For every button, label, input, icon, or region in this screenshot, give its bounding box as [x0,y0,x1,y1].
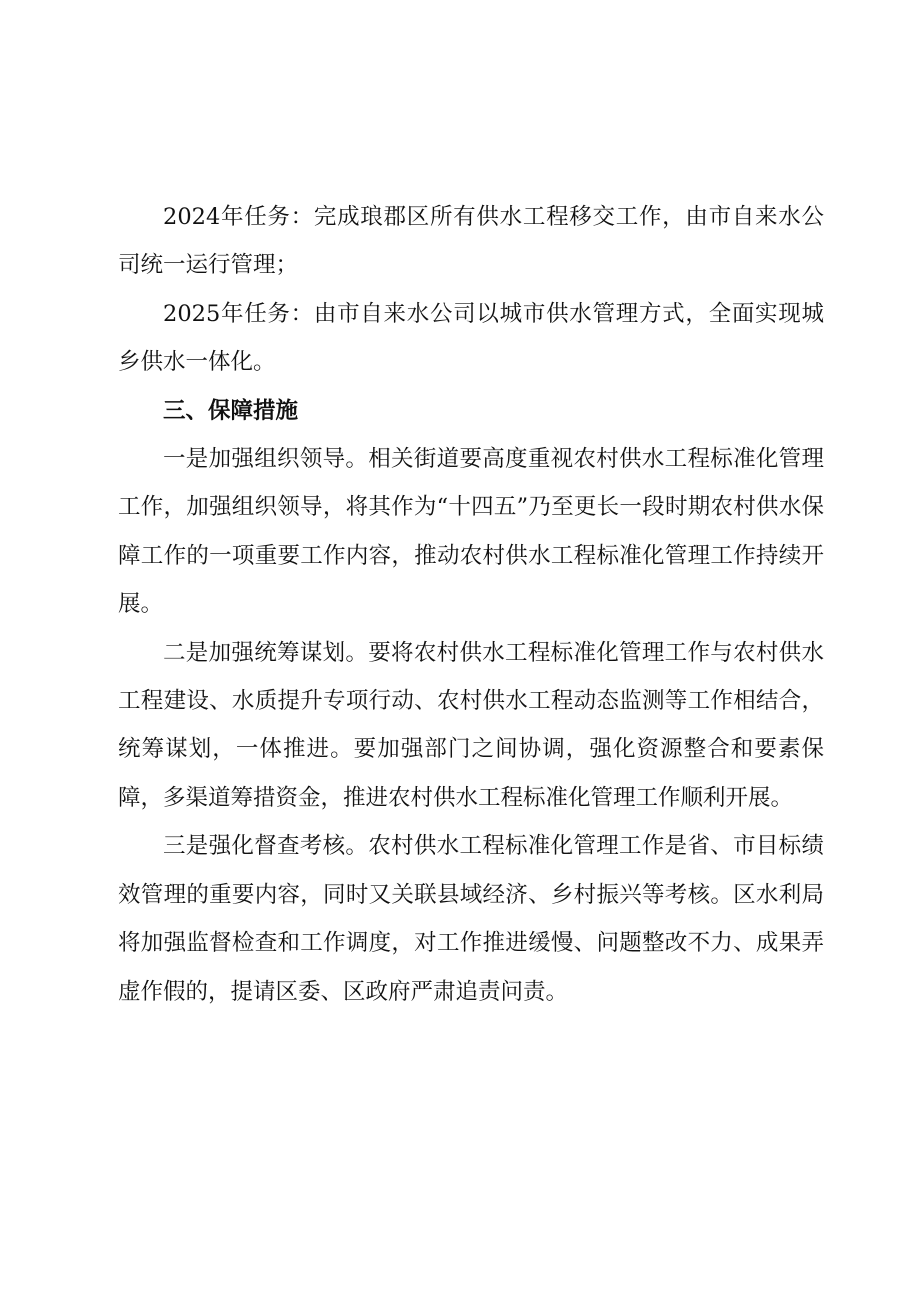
document-body [118,193,824,1016]
measure-leadership-paragraph: 一是加强组织领导。相关街道要高度重视农村供水工程标准化管理工作，加强组织领导，将其作为“十四五”乃至更长一段时期农村供水保障工作的一项重要工作内容，推动农村供水工程标准化管理工作持续开展。 [118,446,824,618]
measure-planning-paragraph: 二是加强统筹谋划。要将农村供水工程标准化管理工作与农村供水工程建设、水质提升专项行动、农村供水工程动态监测等工作相结合，统筹谋划，一体推进。要加强部门之间协调，强化资源整合和要素保障，多渠道筹措资金，推进农村供水工程标准化管理工作顺利开展。 [118,639,824,811]
section-heading: 三、保障措施 [163,397,299,424]
task-2025-paragraph: 2025年任务：由市自来水公司以城市供水管理方式，全面实现城乡供水一体化。 [118,300,824,376]
measure-supervision-paragraph: 三是强化督查考核。农村供水工程标准化管理工作是省、市目标绩效管理的重要内容，同时又关联县域经济、乡村振兴等考核。区水利局将加强监督检查和工作调度，对工作推进缓慢、问题整改不力、成果弄虚作假的，提请区委、区政府严肃追责问责。 [118,833,824,1005]
task-2024-paragraph: 2024年任务：完成琅郡区所有供水工程移交工作，由市自来水公司统一运行管理； [118,204,824,279]
